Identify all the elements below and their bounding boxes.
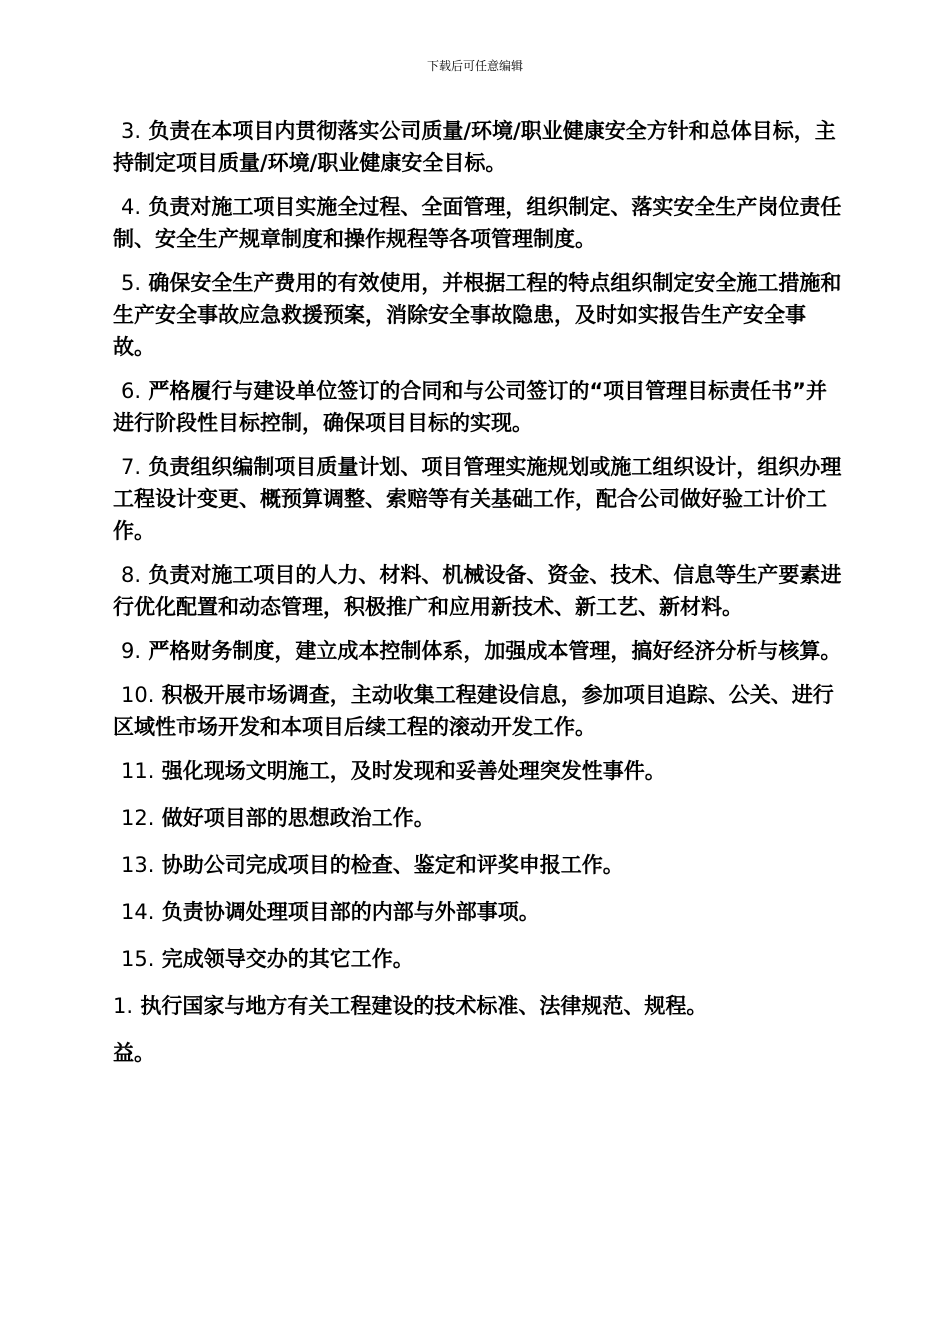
paragraph-number: 15.: [121, 947, 155, 971]
paragraph-text: 严格履行与建设单位签订的合同和与公司签订的“项目管理目标责任书”并进行阶段性目标控制，确保项目目标的实现。: [113, 379, 827, 435]
paragraph-number: 14.: [121, 900, 155, 924]
paragraph-15: [113, 943, 843, 975]
paragraph-text: 负责组织编制项目质量计划、项目管理实施规划或施工组织设计，组织办理工程设计变更、概预算调整、索赔等有关基础工作，配合公司做好验工计价工作。: [113, 455, 842, 543]
paragraph-number: 4.: [121, 195, 142, 219]
paragraph-number: 11.: [121, 759, 155, 783]
paragraph-number: 10.: [121, 683, 155, 707]
paragraph-8: [113, 559, 843, 623]
paragraph-text: 益。: [113, 1041, 155, 1065]
paragraph-text: 协助公司完成项目的检查、鉴定和评奖申报工作。: [161, 853, 624, 877]
paragraph-text: 完成领导交办的其它工作。: [161, 947, 414, 971]
paragraph-14: [113, 896, 843, 928]
paragraph-9: [113, 635, 843, 667]
paragraph-3: [113, 115, 843, 179]
paragraph-text: 执行国家与地方有关工程建设的技术标准、法律规范、规程。: [140, 994, 708, 1018]
paragraph-number: 8.: [121, 563, 142, 587]
paragraph-number: 12.: [121, 806, 155, 830]
paragraph-13: [113, 849, 843, 881]
paragraph-text: 严格财务制度，建立成本控制体系，加强成本管理，搞好经济分析与核算。: [148, 639, 842, 663]
paragraph-1: [113, 990, 843, 1022]
paragraph-number: 5.: [121, 271, 142, 295]
paragraph-4: [113, 191, 843, 255]
paragraph-trailing: [113, 1037, 843, 1069]
paragraph-text: 负责对施工项目的人力、材料、机械设备、资金、技术、信息等生产要素进行优化配置和动态管理，积极推广和应用新技术、新工艺、新材料。: [113, 563, 842, 619]
paragraph-number: 7.: [121, 455, 142, 479]
paragraph-number: 3.: [121, 119, 142, 143]
paragraph-7: [113, 451, 843, 547]
paragraph-text: 确保安全生产费用的有效使用，并根据工程的特点组织制定安全施工措施和生产安全事故应急救援预案，消除安全事故隐患，及时如实报告生产安全事故。: [113, 271, 842, 359]
paragraph-text: 积极开展市场调查，主动收集工程建设信息，参加项目追踪、公关、进行区域性市场开发和本项目后续工程的滚动开发工作。: [113, 683, 834, 739]
paragraph-text: 负责协调处理项目部的内部与外部事项。: [161, 900, 540, 924]
paragraph-10: [113, 679, 843, 743]
paragraph-5: [113, 267, 843, 363]
paragraph-number: 9.: [121, 639, 142, 663]
paragraph-text: 做好项目部的思想政治工作。: [161, 806, 435, 830]
paragraph-text: 强化现场文明施工，及时发现和妥善处理突发性事件。: [161, 759, 666, 783]
paragraph-12: [113, 802, 843, 834]
paragraph-6: [113, 375, 843, 439]
paragraph-11: [113, 755, 843, 787]
paragraph-text: 负责在本项目内贯彻落实公司质量/环境/职业健康安全方针和总体目标，主持制定项目质量/环境/职业健康安全目标。: [113, 119, 836, 175]
paragraph-number: 13.: [121, 853, 155, 877]
paragraph-text: 负责对施工项目实施全过程、全面管理，组织制定、落实安全生产岗位责任制、安全生产规章制度和操作规程等各项管理制度。: [113, 195, 842, 251]
page-header-note: 下载后可任意编辑: [426, 59, 523, 73]
paragraph-number: 6.: [121, 379, 142, 403]
paragraph-number: 1.: [113, 994, 134, 1018]
document-body: [113, 115, 843, 1084]
